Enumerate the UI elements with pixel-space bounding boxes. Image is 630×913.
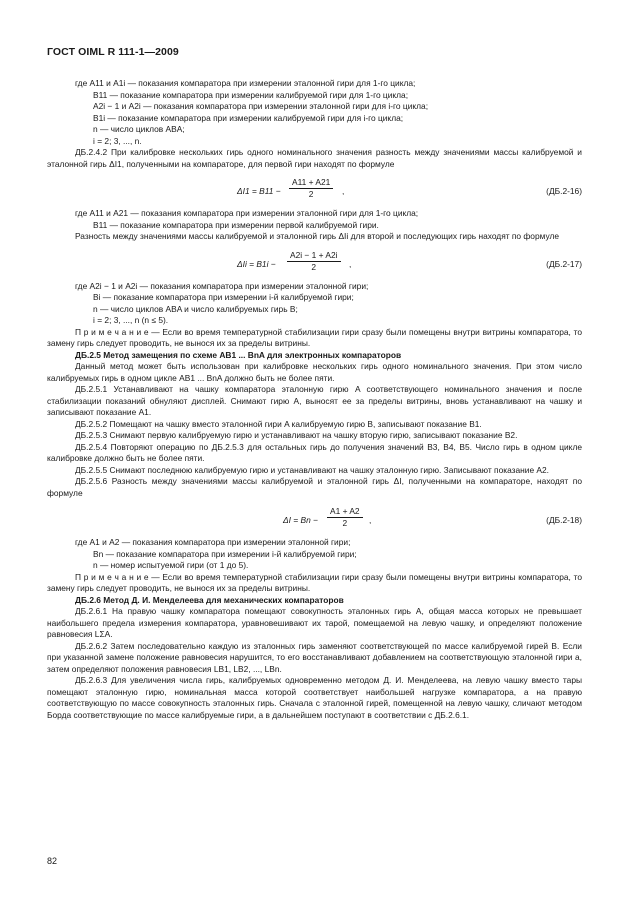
formula-db2-18 (47, 506, 582, 532)
definition-line: i = 2; 3, ..., n (n ≤ 5). (93, 315, 169, 325)
page-number: 82 (47, 856, 58, 866)
paragraph: ДБ.2.4.2 При калибровке нескольких гирь одного номинального значения разность между значениями массы калибруемой и эталонной гирь ΔI1, полученными на компараторе, для первой гири находят по формуле (47, 147, 582, 169)
formula-db2-17 (47, 250, 582, 276)
section-heading: ДБ.2.6 Метод Д. И. Менделеева для механических компараторов (75, 594, 344, 605)
definition-line: A2i − 1 и A2i — показания компаратора при измерении эталонной гири для i-го цикла; (93, 101, 429, 111)
formula-numerator: A1 + A2 (327, 506, 363, 518)
paragraph: Разность между значениями массы калибруемой и эталонной гирь ΔIi для второй и последующих гирь находят по формуле (75, 231, 560, 241)
formula-numerator: A2i − 1 + A2i (287, 250, 341, 262)
paragraph: ДБ.2.6.3 Для увеличения числа гирь, калибруемых одновременно методом Д. И. Менделеева, на левую чашку вместо тары помещают эталонную гирю, номинальная масса которой соответствует наибольшей нагрузке компаратора, а на правую соответствующую по массе совокупность эталонных гирь. Сначала с эталонной гирей, помещенной на левую чашку, сличают методом Борда соответствующие по массе калибруемые гири, а в дальнейшем поступают в соответствии с ДБ.2.6.1. (47, 675, 582, 720)
definition-line: где A11 и A21 — показания компаратора при измерении эталонной гири для 1-го цикла; (75, 208, 419, 218)
formula-fraction (289, 177, 333, 200)
definition-line: Bi — показание компаратора при измерении i-й калибруемой гири; (93, 292, 354, 302)
formula-tail: , (342, 186, 345, 196)
formula-lhs: ΔI = Bn − (283, 515, 318, 525)
formula-lhs: ΔI1 = B11 − (237, 186, 281, 196)
paragraph: ДБ.2.5.4 Повторяют операцию по ДБ.2.5.3 для остальных гирь до получения значений B3, B4, B5. Число гирь в одном цикле калибровке должно быть не более пяти. (47, 441, 582, 463)
definition-line: B1i — показание компаратора при измерении калибруемой гири для i-го цикла; (93, 112, 404, 123)
definition-line: где A11 и A1i — показания компаратора при измерении эталонной гири для 1-го цикла; (75, 78, 416, 88)
page-header: ГОСТ OIML R 111-1—2009 (47, 46, 179, 58)
paragraph: ДБ.2.5.6 Разность между значениями массы калибруемой и эталонной гирь ΔI, полученными на компараторе, находят по формуле (47, 476, 582, 498)
section-heading: ДБ.2.5 Метод замещения по схеме AB1 ... BnA для электронных компараторов (75, 349, 402, 360)
formula-tail: , (369, 515, 372, 525)
paragraph: ДБ.2.5.3 Снимают первую калибруемую гирю и устанавливают на чашку вторую гирю, записывают показание B2. (75, 430, 518, 440)
formula-number: (ДБ.2-18) (546, 515, 582, 525)
paragraph: ДБ.2.5.2 Помещают на чашку вместо эталонной гири A калибруемую гирю B, записывают показание B1. (75, 418, 482, 429)
definition-line: где A2i − 1 и A2i — показания компаратора при измерении эталонной гири; (75, 280, 369, 291)
formula-lhs: ΔIi = B1i − (237, 258, 276, 269)
formula-fraction (287, 250, 341, 273)
formula-denominator: 2 (311, 261, 317, 272)
definition-line: n — номер испытуемой гири (от 1 до 5). (93, 560, 249, 570)
paragraph: Данный метод может быть использован при калибровке нескольких гирь одного номинального значения. При этом число калибруемых гирь в одном цикле AB1 ... BnA должно быть не более пяти. (47, 361, 582, 383)
definition-line: i = 2; 3, ..., n. (93, 135, 142, 146)
formula-tail: , (349, 258, 352, 269)
formula-number: (ДБ.2-17) (546, 258, 582, 269)
definition-line: B11 — показание компаратора при измерении первой калибруемой гири. (93, 219, 379, 230)
paragraph: ДБ.2.5.1 Устанавливают на чашку компаратора эталонную гирю A соответствующего номинального значения и после стабилизации показаний обнуляют дисплей. Снимают гирю A, выносят ее за пределы витрины, вновь устанавливают на чашку и записывают показание A1. (47, 384, 582, 417)
paragraph: ДБ.2.5.5 Снимают последнюю калибруемую гирю и устанавливают на чашку эталонную гирю. Записывают показание A2. (75, 464, 549, 475)
definition-line: n — число циклов ABA; (93, 124, 185, 134)
formula-fraction (327, 506, 363, 529)
definition-line: n — число циклов ABA и число калибруемых гирь B; (93, 303, 298, 314)
formula-number: (ДБ.2-16) (546, 186, 582, 196)
paragraph: ДБ.2.6.2 Затем последовательно каждую из эталонных гирь заменяют соответствующей по массе калибруемой гирей B. Если при указанной замене положение равновесия нарушится, то его восстанавливают добавлением на соответствующую эталонной гири a, затем определяют положения равновесия LB1, LB2, ..., LBn. (47, 640, 582, 674)
formula-db2-16 (47, 177, 582, 203)
definition-line: где A1 и A2 — показания компаратора при измерении эталонной гири; (75, 537, 351, 547)
definition-line: Bn — показание компаратора при измерении i-й калибруемой гири; (93, 548, 357, 559)
note: П р и м е ч а н и е — Если во время температурной стабилизации гири сразу были помещены внутри витрины компаратора, то замену гирь следует проводить, не вынося их за пределы витрины. (47, 326, 582, 348)
document-body (47, 78, 582, 721)
formula-denominator: 2 (342, 518, 348, 528)
paragraph: ДБ.2.6.1 На правую чашку компаратора помещают совокупность эталонных гирь A, общая масса которых не превышает наибольшего предела измерения компаратора, уравновешивают их тарой, помещаемой на левую чашку, и определяют положение равновесия LΣA. (47, 606, 582, 639)
formula-denominator: 2 (308, 189, 314, 199)
definition-line: B11 — показание компаратора при измерении калибруемой гири для 1-го цикла; (93, 89, 409, 100)
formula-numerator: A11 + A21 (289, 177, 333, 189)
note: П р и м е ч а н и е — Если во время температурной стабилизации гири сразу были помещены внутри витрины компаратора, то замену гирь следует проводить, не вынося их за пределы витрины. (47, 571, 582, 593)
